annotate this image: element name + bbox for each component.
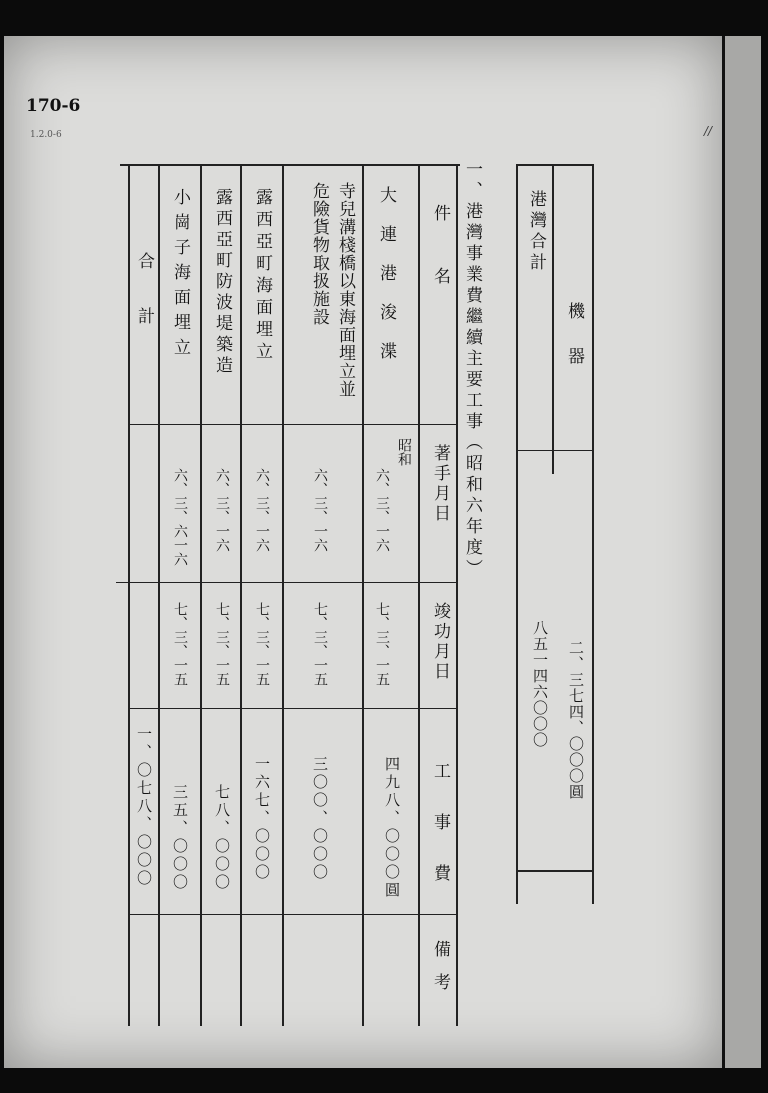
table-top-border [120,164,460,166]
header-name: 件名 [430,204,450,330]
header-finish: 竣功月日 [430,602,450,682]
header-start: 著手月日 [430,444,450,524]
table-right-border [456,166,458,1026]
stamp-note: 1.2.0-6 [30,130,62,140]
prev-table-left-border [516,164,518,904]
header-remarks: 備考 [430,940,450,1006]
table-left-border [128,166,130,1026]
row-cost: 一六七、〇〇〇 [253,756,271,882]
row-cost: 三〇〇、〇〇〇 [311,756,329,882]
row-name: 大連港浚渫 [376,186,396,381]
prev-header-label: 機器 [564,302,584,392]
rule-name-start [128,424,458,425]
corner-mark: // [704,124,713,138]
row-finish: 七、三、一五 [172,602,188,686]
row-start: 六、三、一六 [374,468,390,552]
rule-start-finish [116,582,458,583]
row-cost: 四九八、〇〇〇圓 [383,756,401,900]
section-title: 一、港灣事業費繼續主要工事（昭和六年度） [462,160,482,580]
rule-row1 [362,166,364,1026]
row-finish: 七、三、一五 [254,602,270,686]
prev-table-bottom-border [516,870,594,872]
prev-table-right-border [592,164,594,904]
rule-cost-remarks [128,914,458,915]
rule-row2 [282,166,284,1026]
page-number: 170-6 [26,96,81,116]
document-page [4,36,722,1068]
row-cost: 三五、〇〇〇 [171,784,189,892]
row-start: 六、三、一六 [254,468,270,552]
row-start: 六、三、六一六 [172,468,188,566]
rule-row3 [240,166,242,1026]
row-name: 露西亞町海面埋立 [252,188,272,364]
prev-row-label: 港灣合計 [526,190,546,274]
prev-table-top-border [516,164,594,166]
row-start: 六、三、一六 [214,468,230,552]
header-cost: 工事費 [430,762,450,915]
row-name: 小崗子海面埋立 [170,188,190,363]
row-name: 寺兒溝棧橋以東海面埋立並危險貨物取扱施設 [309,182,355,398]
rule-finish-cost [128,708,458,709]
rule-row5 [158,166,160,1026]
total-cost: 一、〇七八、〇〇〇 [135,726,153,888]
rule-row4 [200,166,202,1026]
prev-amount-1: 二、三七四、〇〇〇圓 [567,640,585,800]
prev-table-header-rule [516,450,594,451]
binding-strip [722,36,761,1068]
total-label: 合計 [134,252,154,362]
row-name: 露西亞町防波堤築造 [212,188,232,377]
prev-table-divider [552,164,554,474]
row-start-era: 昭和 [396,438,412,466]
row-cost: 七八、〇〇〇 [213,784,231,892]
rule-after-header [418,166,420,1026]
prev-amount-2: 八五一四六〇〇〇 [531,620,549,748]
row-start: 六、三、一六 [312,468,328,552]
row-finish: 七、三、一五 [214,602,230,686]
row-finish: 七、三、一五 [312,602,328,686]
row-finish: 七、三、一五 [374,602,390,686]
